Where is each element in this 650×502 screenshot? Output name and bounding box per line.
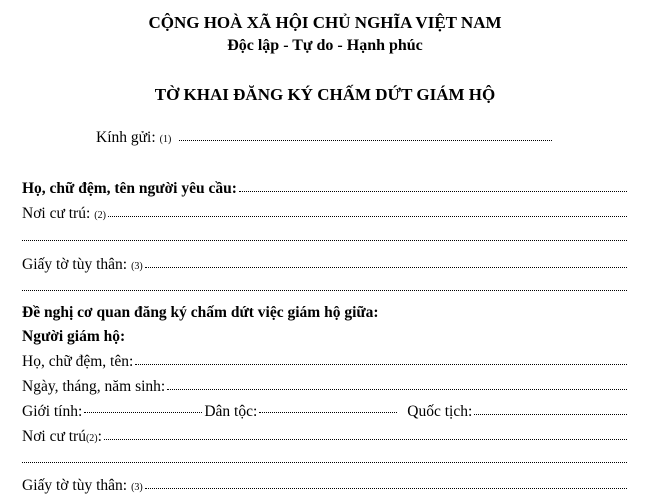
requester-id-field[interactable]	[145, 265, 627, 268]
addressee-label: Kính gửi:	[96, 129, 156, 146]
requester-id-label: Giấy tờ tùy thân:	[22, 256, 128, 273]
national-motto: Độc lập - Tự do - Hạnh phúc	[227, 37, 423, 54]
guardian-id-row: Giấy tờ tùy thân: (3)	[22, 477, 627, 495]
requester-residence-field[interactable]	[108, 214, 627, 217]
request-text: Đề nghị cơ quan đăng ký chấm dứt việc giám hộ giữa:	[22, 304, 379, 321]
guardian-residence-field[interactable]	[104, 437, 627, 440]
requester-residence-label: Nơi cư trú:	[22, 205, 91, 222]
addressee-field[interactable]	[179, 138, 552, 141]
guardian-nationality-label: Quốc tịch:	[407, 403, 473, 420]
addressee-row: Kính gửi: (1)	[96, 129, 552, 147]
guardian-gender-field[interactable]	[84, 410, 202, 413]
guardian-residence-colon: :	[97, 428, 102, 445]
guardian-dob-field[interactable]	[167, 387, 627, 390]
national-title: CỘNG HOÀ XÃ HỘI CHỦ NGHĨA VIỆT NAM	[148, 13, 502, 32]
requester-id-field-line2[interactable]	[22, 288, 627, 291]
requester-residence-row: Nơi cư trú: (2)	[22, 205, 627, 223]
form-title: TỜ KHAI ĐĂNG KÝ CHẤM DỨT GIÁM HỘ	[154, 85, 496, 104]
guardian-ethnicity-label: Dân tộc:	[204, 403, 258, 420]
guardian-ethnicity-field[interactable]	[259, 410, 397, 413]
guardian-nationality-field[interactable]	[474, 412, 627, 415]
guardian-name-label: Họ, chữ đệm, tên:	[22, 353, 134, 370]
guardian-dob-row	[22, 378, 627, 396]
guardian-gender-label: Giới tính:	[22, 403, 83, 420]
requester-id-row: Giấy tờ tùy thân: (3)	[22, 256, 627, 274]
requester-residence-field-line2[interactable]	[22, 238, 627, 241]
guardian-residence-field-line2[interactable]	[22, 460, 627, 463]
guardian-dob-label: Ngày, tháng, năm sinh:	[22, 378, 166, 395]
guardian-residence-label: Nơi cư trú	[22, 428, 86, 445]
guardian-id-field[interactable]	[145, 486, 627, 489]
guardian-details-row	[22, 403, 627, 421]
requester-name-label: Họ, chữ đệm, tên người yêu cầu:	[22, 180, 237, 197]
guardian-id-label: Giấy tờ tùy thân:	[22, 477, 128, 494]
guardian-residence-row: Nơi cư trú (2) :	[22, 428, 627, 446]
guardian-name-field[interactable]	[135, 362, 627, 365]
requester-name-row	[22, 180, 627, 198]
requester-name-field[interactable]	[239, 189, 627, 192]
guardian-heading: Người giám hộ:	[22, 328, 126, 345]
guardian-name-row	[22, 353, 627, 371]
